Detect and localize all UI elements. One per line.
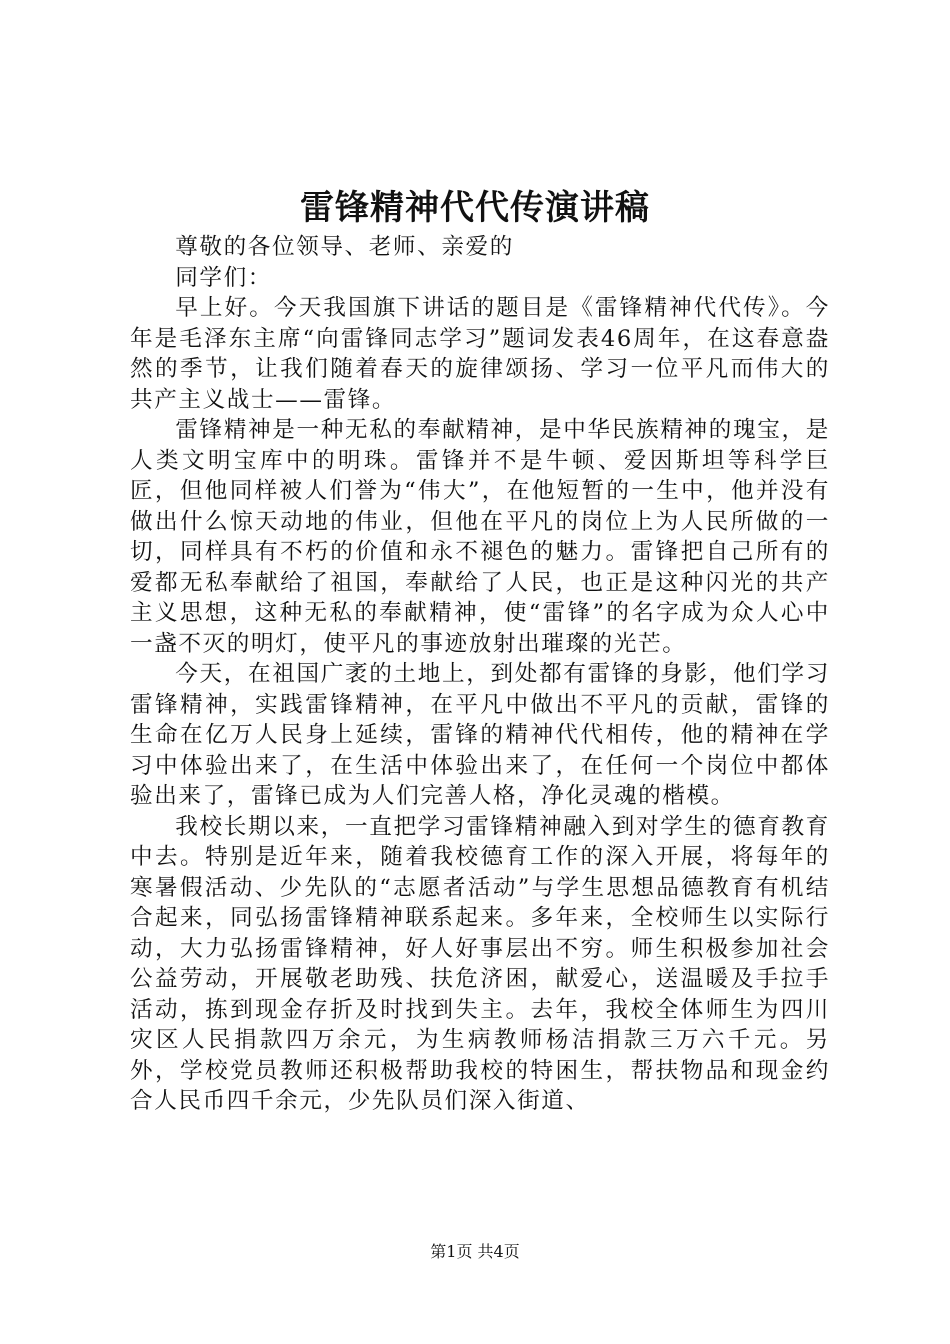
paragraph: 今天，在祖国广袤的土地上，到处都有雷锋的身影，他们学习雷锋精神，实践雷锋精神，在平凡中做出不平凡的贡献，雷锋的生命在亿万人民身上延续，雷锋的精神代代相传，他的精神在学习中体验出来了，在生活中体验出来了，在任何一个岗位中都体验出来了，雷锋已成为人们完善人格，净化灵魂的楷模。 [130, 661, 830, 809]
paragraph: 雷锋精神是一种无私的奉献精神，是中华民族精神的瑰宝，是人类文明宝库中的明珠。雷锋并不是牛顿、爱因斯坦等科学巨匠，但他同样被人们誉为“伟大”，在他短暂的一生中，他并没有做出什么惊天动地的伟业，但他在平凡的岗位上为人民所做的一切，同样具有不朽的价值和永不褪色的魅力。雷锋把自己所有的爱都无私奉献给了祖国，奉献给了人民，也正是这种闪光的共产主义思想，这种无私的奉献精神，使“雷锋”的名字成为众人心中一盏不灭的明灯，使平凡的事迹放射出璀璨的光芒。 [130, 417, 830, 657]
paragraph: 早上好。今天我国旗下讲话的题目是《雷锋精神代代传》。今年是毛泽东主席“向雷锋同志学习”题词发表46周年，在这春意盎然的季节，让我们随着春天的旋律颂扬、学习一位平凡而伟大的共产主义战士——雷锋。 [130, 295, 830, 413]
document-body [130, 232, 830, 1117]
document-title: 雷锋精神代代传演讲稿 [300, 188, 650, 228]
salutation-line-1: 尊敬的各位领导、老师、亲爱的 [175, 234, 514, 260]
page-footer: 第1页 共4页 [430, 1242, 520, 1261]
salutation-line-2: 同学们： [175, 264, 272, 291]
paragraph: 我校长期以来，一直把学习雷锋精神融入到对学生的德育教育中去。特别是近年来，随着我校德育工作的深入开展，将每年的寒暑假活动、少先队的“志愿者活动”与学生思想品德教育有机结合起来，同弘扬雷锋精神联系起来。多年来，全校师生以实际行动，大力弘扬雷锋精神，好人好事层出不穷。师生积极参加社会公益劳动，开展敬老助残、扶危济困，献爱心，送温暖及手拉手活动，拣到现金存折及时找到失主。去年，我校全体师生为四川灾区人民捐款四万余元，为生病教师杨洁捐款三万六千元。另外，学校党员教师还积极帮助我校的特困生，帮扶物品和现金约合人民币四千余元，少先队员们深入街道、 [130, 813, 830, 1114]
